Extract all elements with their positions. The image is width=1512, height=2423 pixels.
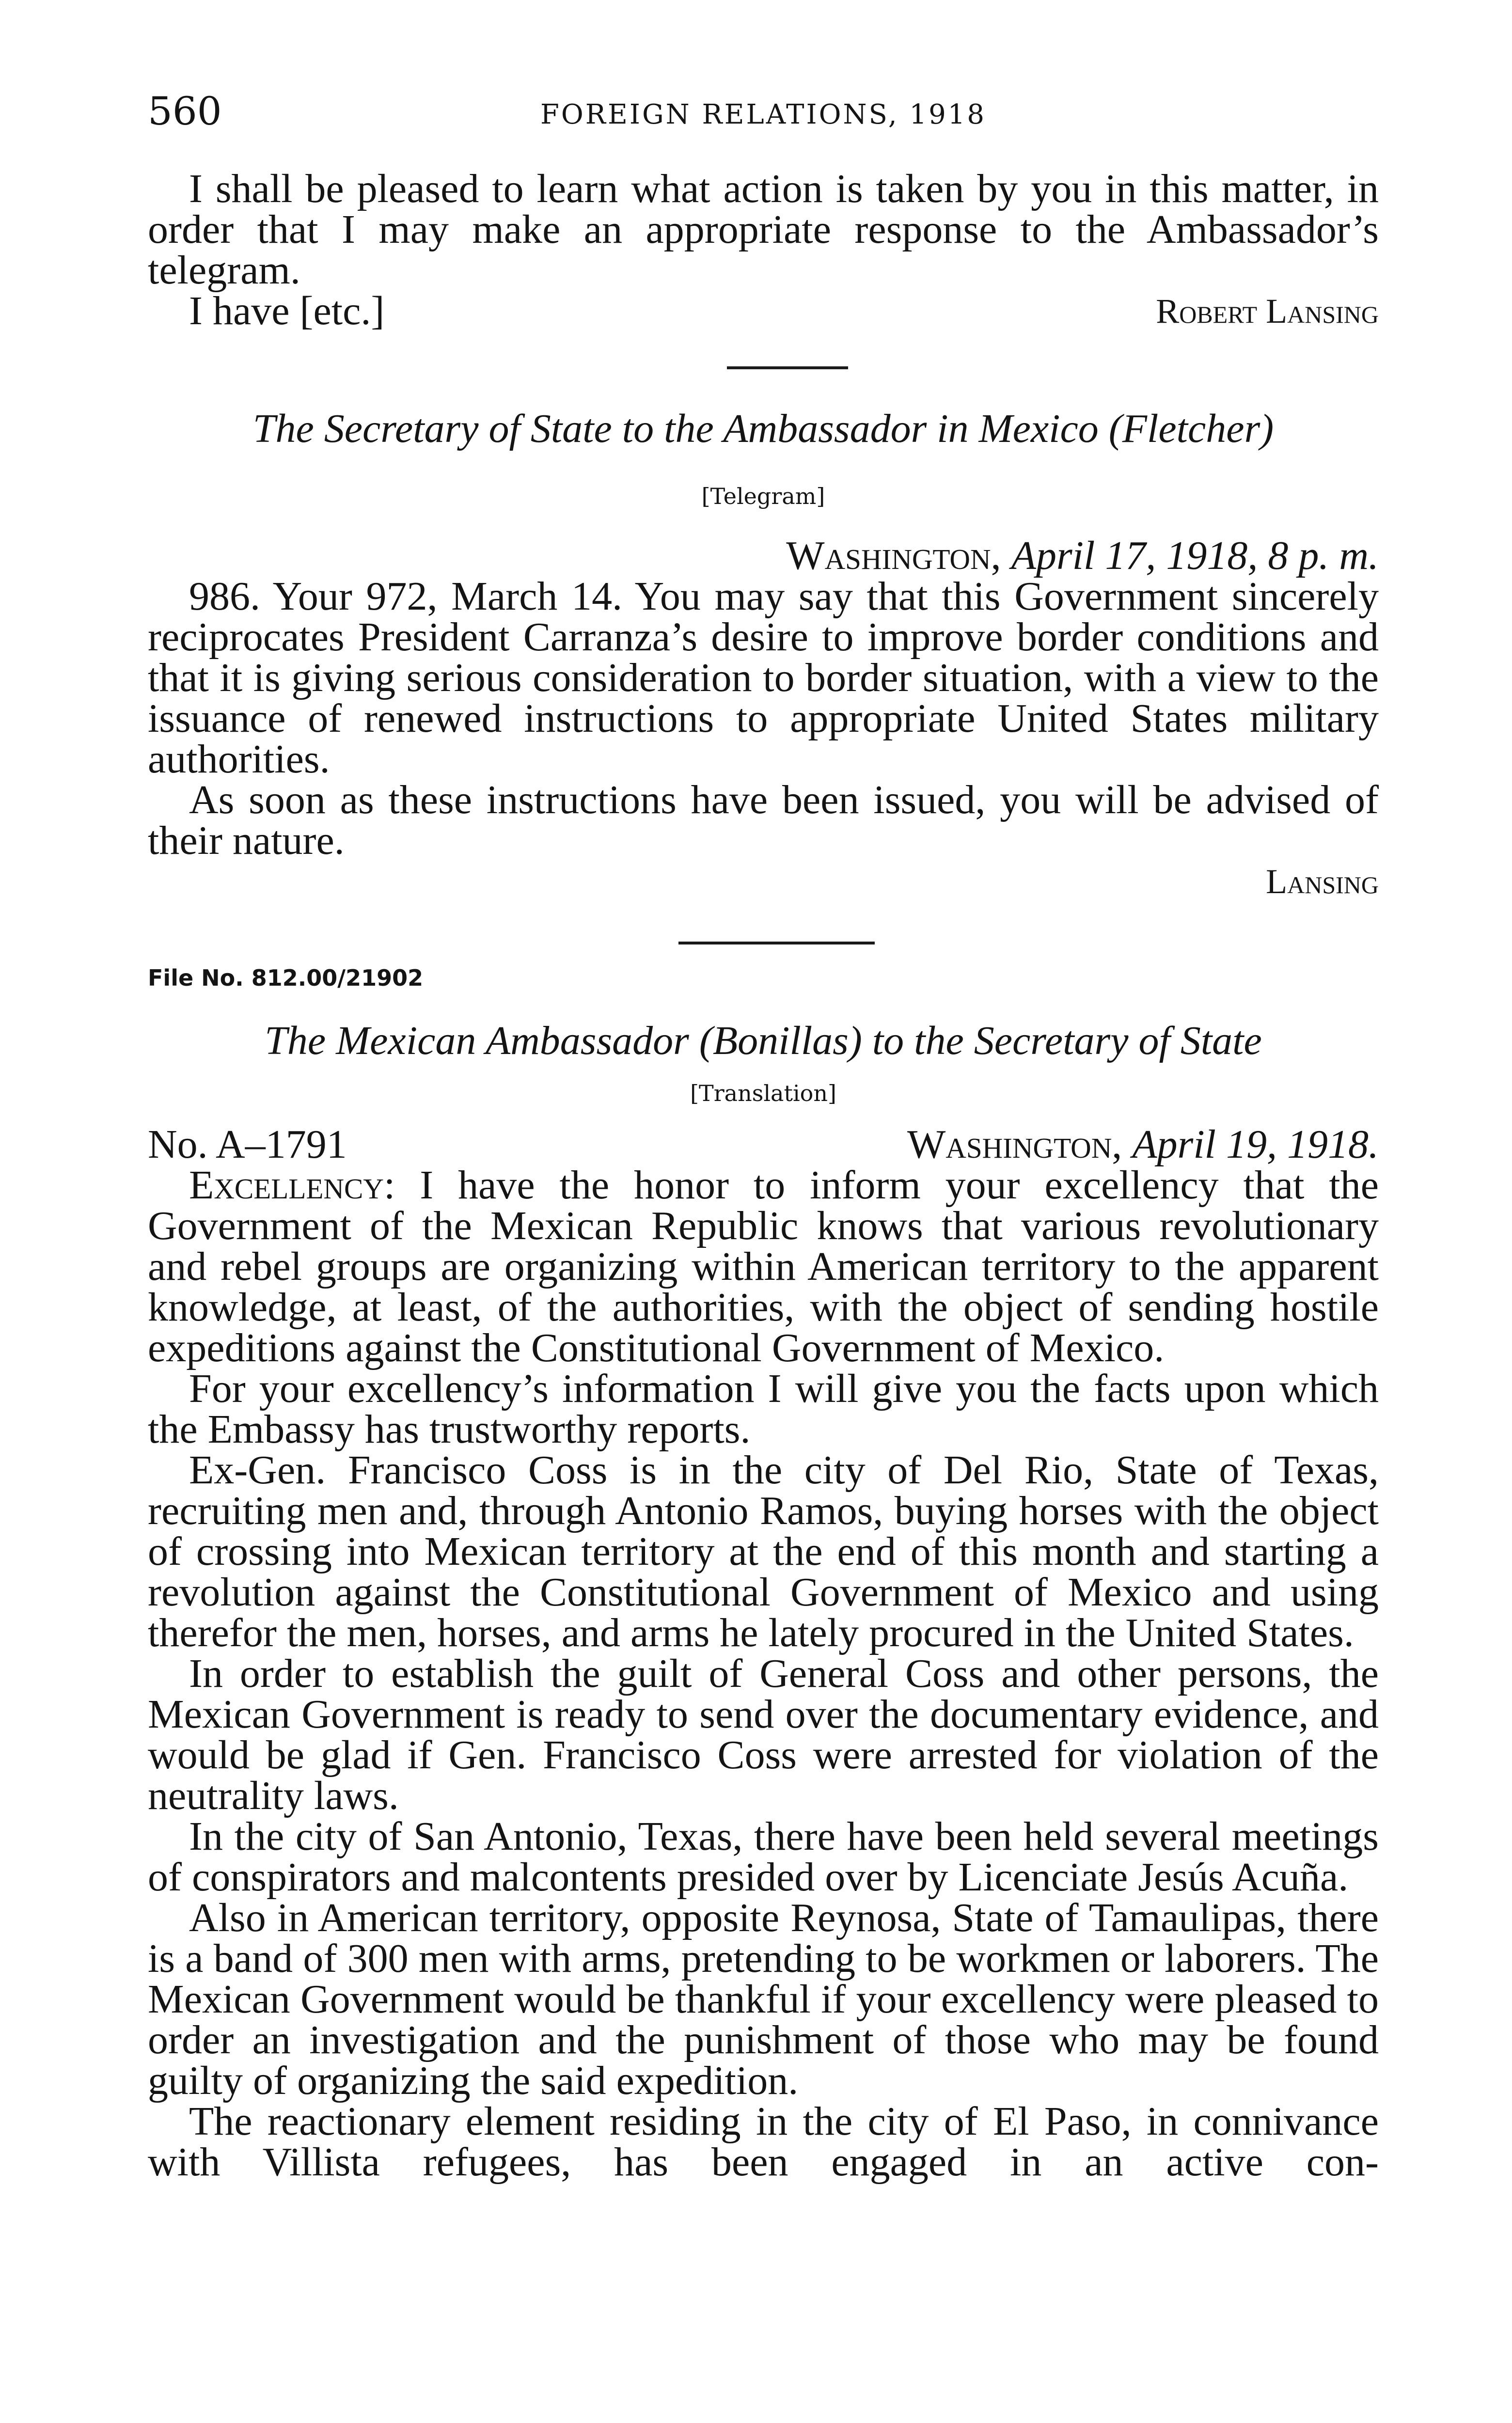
signature: Robert Lansing bbox=[1156, 292, 1379, 330]
dateline bbox=[148, 535, 1379, 576]
first-paragraph bbox=[148, 1165, 1379, 1369]
document-type-label: [Translation] bbox=[690, 1080, 836, 1106]
document-heading: The Secretary of State to the Ambassador in Mexico (Fletcher) bbox=[252, 406, 1274, 451]
dateline-place: Washington, bbox=[786, 533, 1001, 578]
dateline-place: Washington, bbox=[907, 1122, 1122, 1167]
section-divider bbox=[678, 942, 875, 944]
document-number: No. A–1791 bbox=[148, 1122, 347, 1167]
continuation-paragraph: I shall be pleased to learn what action is taken by you in this matter, in order that I may make an appropriate response to the Ambassador’s telegram. bbox=[148, 166, 1379, 293]
dateline bbox=[907, 1124, 1379, 1165]
paragraph: Ex-Gen. Francisco Coss is in the city of Del Rio, State of Texas, recruiting men and, through Antonio Ramos, buying horses with the object of crossing into Mexican territory at the end of this month and starting a revolution against the Constitutional Government of Mexico and using therefor the men, horses, and arms he lately procured in the United States. bbox=[148, 1448, 1379, 1655]
page-header bbox=[148, 85, 1379, 143]
paragraph: In order to establish the guilt of General Coss and other persons, the Mexican Government is ready to send over the documentary evidence, and would be glad if Gen. Francisco Coss were arrested for violation of the neutrality laws. bbox=[148, 1651, 1379, 1818]
closing-formula: I have [etc.] bbox=[189, 288, 385, 333]
page-number: 560 bbox=[148, 89, 222, 134]
continuation-block bbox=[148, 166, 1379, 333]
running-title: FOREIGN RELATIONS, 1918 bbox=[540, 99, 986, 130]
dateline-date: April 17, 1918, 8 p. m. bbox=[1011, 533, 1379, 578]
document-type-label: [Telegram] bbox=[701, 483, 825, 509]
doc2-body bbox=[148, 1124, 1379, 2183]
paragraph: The reactionary element residing in the city of El Paso, in connivance with Villista refugees, has been engaged in an active con- bbox=[148, 2099, 1379, 2185]
salutation: Excellency: bbox=[189, 1163, 395, 1208]
paragraph: As soon as these instructions have been issued, you will be advised of their nature. bbox=[148, 777, 1379, 863]
dateline-date: April 19, 1918. bbox=[1132, 1122, 1379, 1167]
doc1-body bbox=[148, 535, 1379, 902]
paragraph: Also in American territory, opposite Reynosa, State of Tamaulipas, there is a band of 300 men with arms, pretending to be workmen or laborers. The Mexican Government would be thankful if your excellency were pleased to order an investigation and the punishment of those who may be found guilty of organizing the said expedition. bbox=[148, 1895, 1379, 2103]
number-dateline-row bbox=[148, 1124, 1379, 1165]
continuation-closing-row bbox=[148, 288, 1379, 333]
signature: Lansing bbox=[1266, 862, 1379, 901]
document-heading: The Mexican Ambassador (Bonillas) to the Secretary of State bbox=[265, 1018, 1262, 1063]
paragraph: In the city of San Antonio, Texas, there have been held several meetings of conspirators and malcontents presided over by Licenciate Jesús Acuña. bbox=[148, 1814, 1379, 1900]
paragraph-text: I have the honor to inform your excellency that the Government of the Mexican Republic knows that various revolutionary and rebel groups are organizing within American territory to the apparent knowledge, at least, of the authorities, with the object of sending hostile expeditions against the Constitutional Government of Mexico. bbox=[148, 1163, 1379, 1370]
paragraph: For your excellency’s information I will give you the facts upon which the Embassy has trustworthy reports. bbox=[148, 1366, 1379, 1452]
section-divider bbox=[727, 366, 848, 369]
paragraph: 986. Your 972, March 14. You may say that this Government sincerely reciprocates President Carranza’s desire to improve border conditions and that it is giving serious consideration to border situation, with a view to the issuance of renewed instructions to appropriate United States military authorities. bbox=[148, 574, 1379, 782]
file-number: File No. 812.00/21902 bbox=[148, 965, 424, 991]
